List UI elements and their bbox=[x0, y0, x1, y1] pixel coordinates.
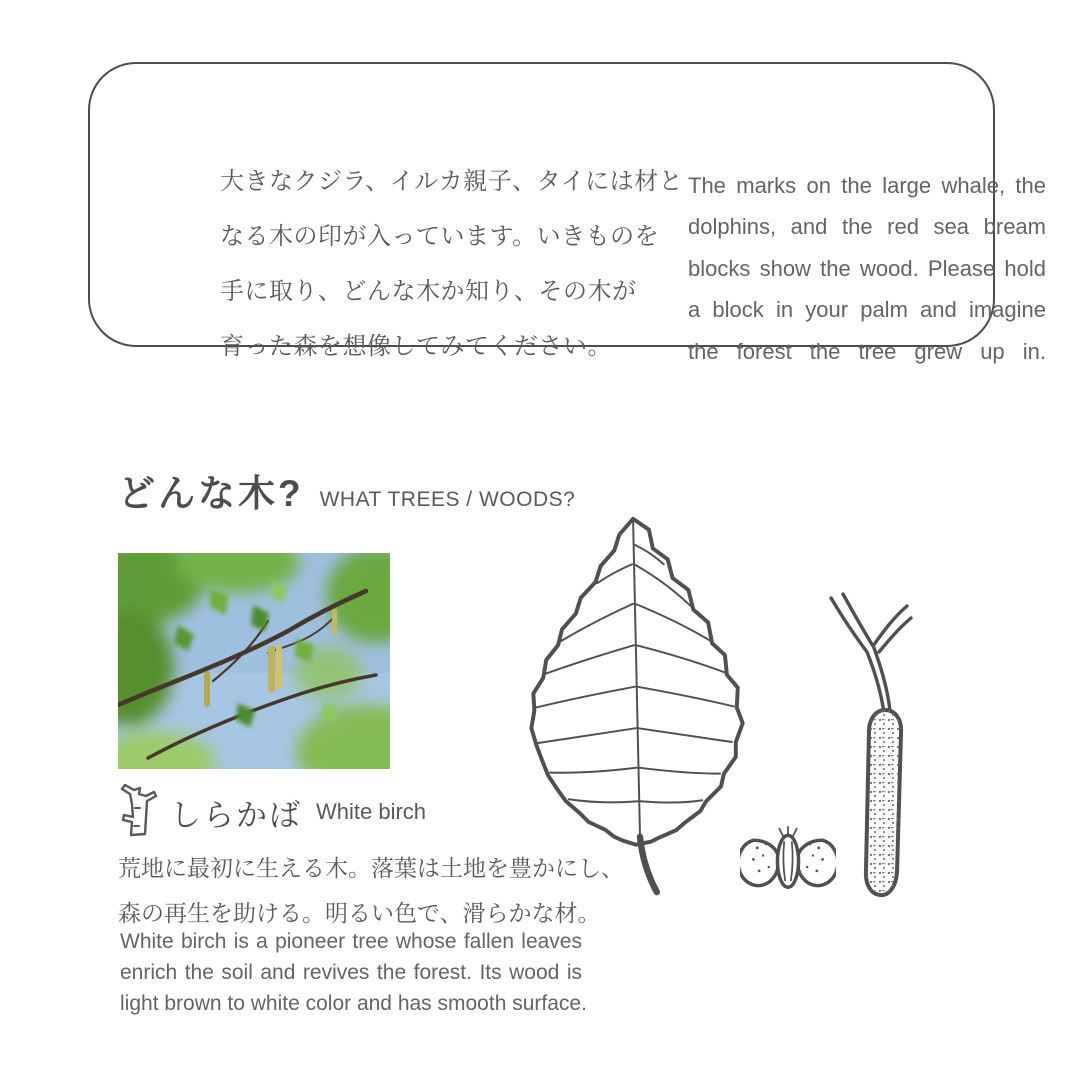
intro-jp-line: 手に取り、どんな木か知り、その木が bbox=[220, 278, 637, 305]
intro-jp-line: なる木の印が入っています。いきものを bbox=[220, 223, 660, 250]
species-row bbox=[116, 783, 426, 841]
intro-jp-line: 大きなクジラ、イルカ親子、タイには材と bbox=[220, 168, 684, 195]
desc-jp-line: 森の再生を助ける。明るい色で、滑らかな材。 bbox=[118, 900, 601, 926]
section-title-japanese: どんな木? bbox=[118, 473, 304, 514]
desc-jp-line: 荒地に最初に生える木。落葉は土地を豊かにし、 bbox=[118, 855, 624, 881]
intro-en-line: The marks on the large whale, the bbox=[688, 173, 1046, 198]
intro-en-line: dolphins, and the red sea bream bbox=[688, 214, 1046, 240]
intro-en-line: a block in your palm and imagine bbox=[688, 297, 1046, 323]
intro-box bbox=[88, 62, 1046, 364]
intro-en-line: the forest the tree grew up in. bbox=[688, 338, 1046, 364]
desc-en-line: light brown to white color and has smooth surface. bbox=[120, 992, 587, 1015]
intro-jp-line: 育った森を想像してみてください。 bbox=[220, 333, 612, 360]
birch-trunk-icon bbox=[116, 783, 162, 841]
birch-catkin-drawing bbox=[815, 592, 935, 902]
intro-en-line: blocks show the wood. Please hold bbox=[688, 255, 1046, 281]
intro-japanese-paragraph bbox=[220, 154, 684, 374]
white-birch-photo-art bbox=[118, 553, 390, 769]
desc-en-line: White birch is a pioneer tree whose fallen leaves bbox=[120, 930, 582, 953]
white-birch-photo bbox=[118, 553, 390, 769]
species-description-english bbox=[120, 926, 587, 1019]
species-name-japanese: しらかば bbox=[170, 797, 302, 833]
desc-en-line: enrich the soil and revives the forest. Its wood is bbox=[120, 961, 582, 984]
section-title-english: WHAT TREES / WOODS? bbox=[319, 488, 576, 511]
intro-english-paragraph bbox=[688, 165, 1046, 372]
species-name-english: White birch bbox=[316, 799, 427, 824]
